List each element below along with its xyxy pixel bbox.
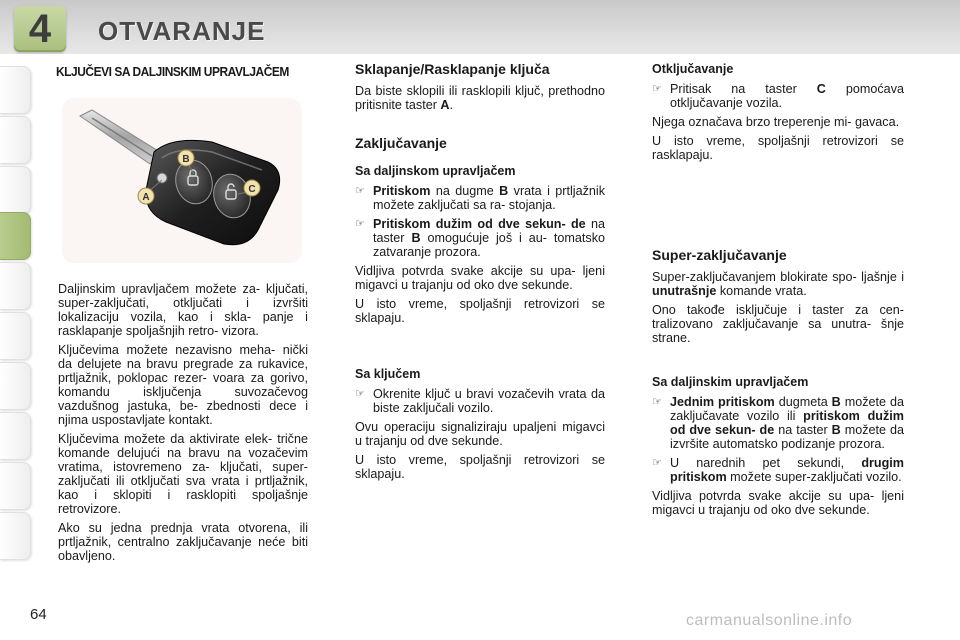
- side-tab-6[interactable]: [0, 312, 31, 360]
- pointer-icon: ☞: [652, 457, 662, 469]
- page-number: 64: [30, 606, 47, 623]
- middle-column: [355, 62, 605, 486]
- locking-key-paragraph-1: Ovu operaciju signaliziraju upaljeni migavci u trajanju od dve sekunde.: [355, 420, 605, 448]
- super-lock-paragraph-3: Vidljiva potvrda svake akcije su upa- ljeni migavci u trajanju od oko dve sekunde.: [652, 489, 904, 517]
- side-tab-3[interactable]: [0, 166, 31, 214]
- locking-remote-paragraph-2: U isto vreme, spoljašnji retrovizori se sklapaju.: [355, 297, 605, 325]
- pointer-icon: ☞: [652, 83, 662, 95]
- label-b-marker: [178, 150, 194, 166]
- unlock-bullet-1: ☞ Pritisak na taster C pomoćava otključavanje vozila.: [652, 82, 904, 110]
- locking-remote-bullet-2: ☞ Pritiskom dužim od dve sekun- de na taster B omogućuje još i au- tomatsko zatvaranje prozora.: [355, 217, 606, 259]
- chapter-badge: [14, 6, 66, 52]
- unlock-paragraph-1: Njega označava brzo treperenje mi- gavaca.: [652, 115, 900, 129]
- label-a-marker: [138, 188, 154, 204]
- page-title: OTVARANJE: [98, 16, 266, 46]
- intro-paragraph-1: Daljinskim upravljačem možete za- ključati, super-zaključati, otključati i izvršiti lokalizaciju vozila, kao i skla- panje i rasklapanje spoljašnjih retro- vizora.: [58, 282, 308, 338]
- side-tab-8[interactable]: [0, 412, 31, 460]
- pointer-icon: ☞: [355, 185, 365, 197]
- intro-paragraph-3: Ključevima možete da aktivirate elek- trične komande delujući na bravu na vozačevim vratima, istovremeno za- ključati, super-zaključati ili otključati sva vrata i prtljažnik, kao i sklopiti i rasklopiti spoljašnje retrovizore.: [58, 432, 308, 516]
- super-lock-remote-subheading: Sa daljinskim upravljačem: [652, 375, 809, 389]
- super-lock-heading: Super-zaključavanje: [652, 247, 787, 263]
- pointer-icon: ☞: [355, 388, 365, 400]
- super-lock-bullet-2: ☞ U narednih pet sekundi, drugim pritiskom možete super-zaključati vozilo.: [652, 456, 904, 484]
- locking-heading: Zaključavanje: [355, 135, 447, 151]
- unlock-heading: Otključavanje: [652, 62, 734, 76]
- label-b: B: [182, 154, 190, 165]
- locking-remote-paragraph-1: Vidljiva potvrda svake akcije su upa- ljeni migavci u trajanju od oko dve sekunde.: [355, 264, 605, 292]
- locking-remote-bullet-1: ☞ Pritiskom na dugme B vrata i prtljažnik možete zaključati sa ra- stojanja.: [355, 184, 605, 212]
- folding-paragraph: Da biste sklopili ili rasklopili ključ, prethodno pritisnite taster A.: [355, 84, 605, 112]
- pointer-icon: ☞: [652, 396, 662, 408]
- super-lock-paragraph-2: Ono takođe isključuje i taster za cen- tralizovano zaključavanje sa unutra- šnje strane.: [652, 303, 904, 345]
- locking-key-subheading: Sa ključem: [355, 367, 421, 381]
- side-tab-4-active[interactable]: [0, 212, 31, 260]
- super-lock-paragraph-1: Super-zaključavanjem blokirate spo- ljašnje i unutrašnje komande vrata.: [652, 270, 904, 298]
- locking-key-paragraph-2: U isto vreme, spoljašnji retrovizori se sklapaju.: [355, 453, 605, 481]
- folding-heading: Sklapanje/Rasklapanje ključa: [355, 61, 550, 77]
- release-button: [157, 173, 167, 183]
- side-tab-1[interactable]: [0, 66, 31, 114]
- side-tab-2[interactable]: [0, 116, 31, 164]
- key-fob-photo: [62, 98, 302, 263]
- intro-paragraph-2: Ključevima možete nezavisno meha- nički da delujete na bravu pregrade za rukavice, prtljažnik, poklopac rezer- voara za gorivo, komandu isključenja suvozačevog vazdušnog jastuka, be- zbednosti dece i njima uspostavljate kontakt.: [58, 343, 308, 427]
- pointer-icon: ☞: [355, 218, 365, 230]
- super-lock-bullet-1: ☞ Jednim pritiskom dugmeta B možete da zaključavate vozilo ili pritiskom dužim od dve sekun- de na taster B možete da izvršite automatsko podizanje prozora.: [652, 395, 904, 451]
- section-label: KLJUČEVI SA DALJINSKIM UPRAVLJAČEM: [56, 64, 289, 79]
- watermark: carmanualsonline.info: [686, 612, 853, 629]
- label-c-marker: [244, 180, 260, 196]
- right-column: [652, 62, 904, 522]
- locking-key-bullet-1: ☞ Okrenite ključ u bravi vozačevih vrata da biste zaključali vozilo.: [355, 387, 605, 415]
- left-column: [58, 282, 308, 568]
- side-tab-9[interactable]: [0, 462, 31, 510]
- chapter-number: 4: [28, 7, 52, 51]
- intro-paragraph-4: Ako su jedna prednja vrata otvorena, ili prtljažnik, centralno zaključavanje neće biti obavljeno.: [58, 521, 308, 563]
- label-a: A: [142, 192, 150, 203]
- key-fob-illustration: [62, 98, 302, 263]
- side-tab-5[interactable]: [0, 262, 31, 310]
- side-tab-7[interactable]: [0, 362, 31, 410]
- locking-remote-subheading: Sa daljinskom upravljačem: [355, 164, 516, 178]
- side-tab-10[interactable]: [0, 512, 31, 560]
- label-c: C: [248, 184, 256, 195]
- unlock-paragraph-2: U isto vreme, spoljašnji retrovizori se rasklapaju.: [652, 134, 904, 162]
